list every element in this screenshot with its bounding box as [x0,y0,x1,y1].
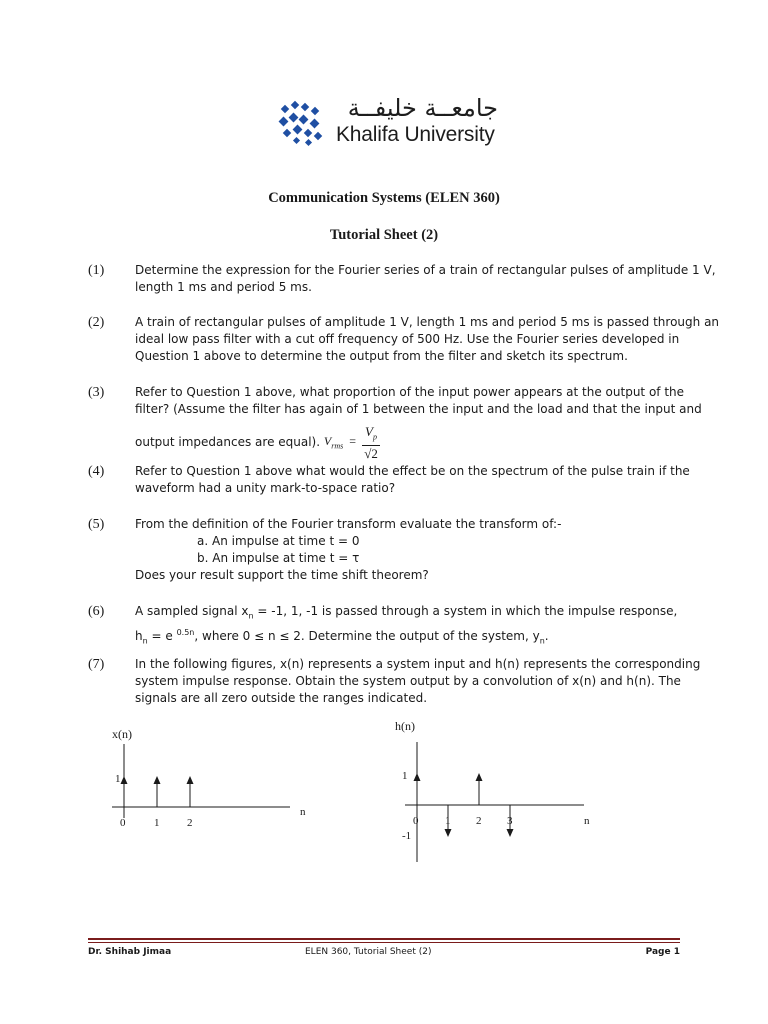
formula-numerator: V [365,424,373,439]
question-text: ideal low pass filter with a cut off frequency of 500 Hz. Use the Fourier series developed in [135,332,680,346]
question-text: Refer to Question 1 above what would the effect be on the spectrum of the pulse train if the [135,464,690,478]
question-number: (2) [88,315,105,330]
logo-english-text: Khalifa University [336,123,495,146]
x-tick-label: 1 [154,817,160,829]
logo-arabic-text: جامعــة خليفــة [347,94,498,122]
question-text: In the following figures, x(n) represents a system input and h(n) represents the corresponding [135,657,701,671]
khalifa-logo-icon [278,98,328,148]
formula-lhs-sub: rms [331,441,344,451]
question-number: (5) [88,517,105,532]
question-number: (1) [88,263,105,278]
footer-course: ELEN 360, Tutorial Sheet (2) [305,947,432,957]
stem-arrowhead [507,829,514,837]
question-text: $h_n = e$ $^{0.5n}$, where 0 ≤ n ≤ 2. Determine the output of the system, $y_n$. [135,628,549,646]
stem-arrowhead [154,776,161,784]
x-tick-label: 0 [120,817,126,829]
x-tick-label: 3 [507,815,513,827]
footer-page-number: Page 1 [645,947,680,957]
formula-lhs: V [323,434,332,449]
question-text: Question 1 above to determine the output from the filter and sketch its spectrum. [135,349,628,363]
question-text: From the definition of the Fourier transform evaluate the transform of:- [135,517,562,531]
question-subitem: a. An impulse at time t = 0 [197,534,360,548]
question-text: A sampled signal $x_n = -1$, 1, -1 is passed through a system in which the impulse response, [135,604,678,621]
x-tick-label: 2 [187,817,193,829]
question-text: signals are all zero outside the ranges indicated. [135,691,428,705]
question-text: A train of rectangular pulses of amplitude 1 V, length 1 ms and period 5 ms is passed through an [135,315,720,329]
x-axis-label: n [300,806,306,818]
question-text: Determine the expression for the Fourier series of a train of rectangular pulses of amplitude 1 V, [135,263,716,277]
footer-rule-thick [88,938,680,940]
y-tick-label: 1 [402,770,408,782]
y-tick-label: 1 [115,773,121,785]
footer-rule-thin [88,942,680,943]
y-tick-label: -1 [402,830,412,842]
stem-arrowhead [445,829,452,837]
question-number: (7) [88,657,105,672]
question-number: (3) [88,385,105,400]
formula-numerator-sub: p [372,432,377,442]
question-text: filter? (Assume the filter has again of 1 between the input and the load and that the input and [135,402,702,416]
x-tick-label: 0 [413,815,419,827]
vrms-formula: $V_{rms}$ = $\frac{V_p}{√2}$ [324,424,380,461]
hn-stem-plot [390,712,620,862]
footer-author: Dr. Shihab Jimaa [88,947,172,957]
question-number: (4) [88,464,105,479]
xn-stem-plot [100,720,340,840]
stem-arrowhead [187,776,194,784]
university-logo [278,96,498,152]
question-text: length 1 ms and period 5 ms. [135,280,312,294]
question-text: system impulse response. Obtain the system output by a convolution of x(n) and h(n). The [135,674,681,688]
document-subtitle: Tutorial Sheet (2) [329,227,439,243]
stem-arrowhead [476,773,483,781]
x-tick-label: 1 [445,815,451,827]
question-number: (6) [88,604,105,619]
x-axis-label: n [584,815,590,827]
question-text: waveform had a unity mark-to-space ratio? [135,481,396,495]
question-text: Refer to Question 1 above, what proportion of the input power appears at the output of the [135,385,685,399]
plot-title: x(n) [112,727,132,741]
question-text: Does your result support the time shift theorem? [135,568,429,582]
document-title: Communication Systems (ELEN 360) [268,190,500,206]
formula-denominator: √2 [364,445,378,461]
plot-title: h(n) [395,719,415,733]
stem-arrowhead [121,776,128,784]
question-subitem: b. An impulse at time t = τ [197,551,360,565]
stem-arrowhead [414,773,421,781]
question-text: output impedances are equal). [135,434,321,449]
x-tick-label: 2 [476,815,482,827]
